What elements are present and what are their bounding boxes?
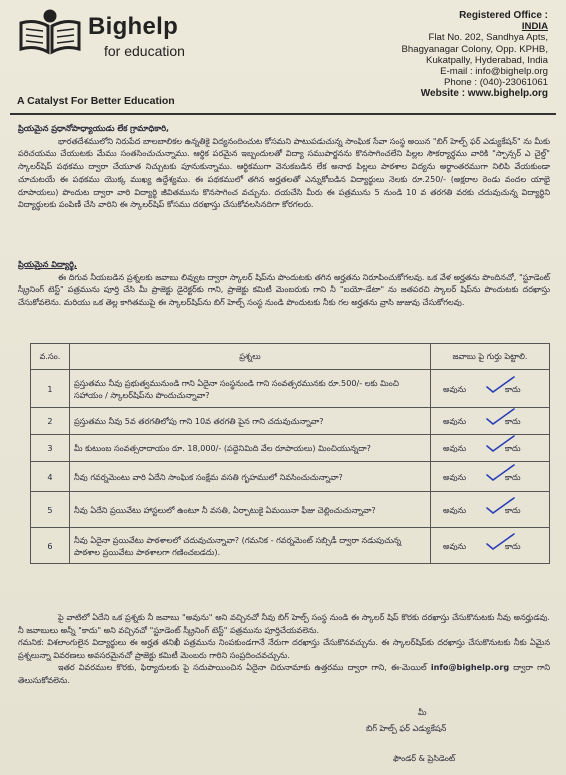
answer-no-option[interactable]: కాదు [505,383,521,394]
question-text: ప్రస్తుతము నీవు 5వ తరగతిలోపు గాని 10వ తరగతి పైన గాని చదువుచున్నావా? [70,408,431,435]
intro-salutation: ప్రియమైన ప్రధానోపాధ్యాయుడు లేక గ్రామాధికారి, [18,123,170,133]
col-header-number: వ.సం. [31,344,70,370]
brand-name: Bighelp [88,13,179,40]
answer-no-option[interactable]: కాదు [505,416,521,426]
check-mark-icon [481,375,517,395]
check-mark-icon [481,463,517,483]
address-line: Flat No. 202, Sandhya Apts, [428,32,548,44]
office-title: Registered Office : [459,10,548,21]
address-line: Kukatpally, Hyderabad, India [426,54,548,66]
table-row [31,435,550,462]
table-row [31,370,550,408]
answer-yes-option[interactable]: అవును [443,504,467,515]
check-mark-icon [481,434,517,454]
signature-yours: మీ [418,707,427,717]
table-row [31,492,550,528]
question-number: 2 [31,408,70,435]
answer-yes-option[interactable]: అవును [443,540,467,551]
open-book-logo-icon [17,9,83,55]
registered-office-block [328,10,548,100]
eligibility-table [30,343,550,564]
answer-no-option[interactable]: కాదు [505,504,521,515]
header-divider [10,113,556,115]
contact-suffix: ద్వారా గాని తెలుసుకోవలెను. [18,662,551,685]
answer-no-option[interactable]: కాదు [505,471,521,482]
closing-note: గమనిక: విశలాంగులైన విద్యార్థులు ఈ అర్హత తనిఖీ పత్రమును నింపకుండగానే నేరుగా దరఖాస్తు చేసుకొనవచ్చును. ఈ స్కాలర్‌షిప్‌కు దరఖాస్తు చేసుకొనుటకు నీకు ఏమైన ప్రశ్నలున్నా వివరణలు అవసరమైనచో ప్రాజెక్టు కమిటీ మెంబరు గారిని సంప్రదించవచ్చును. [18,637,550,660]
answer-cell [431,370,550,408]
closing-contact [18,661,550,686]
answer-yes-option[interactable]: అవును [443,383,467,394]
answer-cell [431,408,550,435]
table-row [31,408,550,435]
question-number: 4 [31,462,70,492]
answer-cell [431,435,550,462]
answer-cell [431,528,550,564]
question-number: 3 [31,435,70,462]
contact-text: ఇతర వివరముల కొరకు, ఫిర్యాదులకు పై సదుపాయించిన ఏదైనా చిరునామాకు ఉత్తరము ద్వారా గాని, ఈ-మెయిల్ [58,662,427,673]
question-number: 1 [31,370,70,408]
check-mark-icon [481,407,517,427]
table-header-row [31,344,550,370]
website-line: Website : www.bighelp.org [420,88,548,100]
table-row [31,462,550,492]
answer-cell [431,462,550,492]
question-text: నీవు ఏదైనా ప్రయివేటు పాఠశాలలో చదువుచున్నావా? (గమనిక - గవర్నమెంట్ సబ్సిడీ ద్వారా నడుపుచున్న పాఠశాల ప్రయివేటు పాఠశాలగా గణించబడదు). [70,528,431,564]
answer-cell [431,492,550,528]
question-number: 6 [31,528,70,564]
answer-yes-option[interactable]: అవును [443,416,467,426]
email-line: E-mail : info@bighelp.org [440,66,548,78]
col-header-answer: జవాబు పై గుర్తు పెట్టాలి. [431,344,550,370]
question-number: 5 [31,492,70,528]
answer-no-option[interactable]: కాదు [505,443,521,453]
address-line: Bhagyanagar Colony, Opp. KPHB, [401,43,548,55]
check-mark-icon [481,532,517,552]
question-text: ప్రస్తుతము నీవు ప్రభుత్వమునుండి గాని ఏదైనా సంస్థనుండి గాని సంవత్సరమునకు రూ.500/- లకు మించి సహాయం / స్కాలర్‌షిప్‌ను పొందుచున్నావా? [70,370,431,408]
student-section [18,258,550,309]
question-text: నీవు గవర్నమెంటు వారి ఏదేని సాంఘిక సంక్షేమ వసతి గృహములో నివసించుచున్నావా? [70,462,431,492]
phone-line: Phone : (040)-23061061 [443,77,548,89]
student-paragraph: ఈ దిగువ నీయబడిన ప్రశ్నలకు జవాబు లివ్వుట ద్వారా స్కాలర్ షిప్‌ను పొందుటకు తగిన అర్హతను నిరూపించుకోగలవు. ఒక వేళ అర్హతను పొందినచో, "స్టూడెంట్ స్క్రీనింగ్ టెస్ట్" పత్రమును పూర్తి చేసి మీ ప్రాజెక్టు డైరెక్టర్‌కు గాని, ప్రాజెక్టు కమిటీ మెంబరుకు గాని నీ "బయో-డేటా" ను జతపరచి స్కాలర్ షిప్‌ను పొందుటకు దరఖాస్తు చేసుకోవలెను. మరియు ఒక తెల్ల కాగితముపై ఈ స్కాలర్‌షిప్‌ను బిగ్ హెల్ప్ సంస్థ నుండి పొందుటకు నీకు గల అర్హతను వ్రాసి జుజువు చేసుకోగలవు. [18,271,550,308]
answer-yes-option[interactable]: అవును [443,443,467,453]
signature-title: ఫౌండర్ & ప్రెసిడెంట్ [393,753,456,763]
brand-subtitle: for education [104,43,185,59]
question-text: మీ కుటుంబ సంవత్సరాదాయం రూ. 18,000/- (పద్దెనిమిది వేల రూపాయలు) మించియున్నదా? [70,435,431,462]
check-mark-icon [481,496,517,516]
student-salutation: ప్రియమైన విద్యార్థి, [18,259,77,269]
intro-section [18,122,550,211]
closing-paragraph-1: పై వాటిలో ఏదేని ఒక ప్రశ్నకు నీ జవాబు "అవును" అని వచ్చినచో నీవు బిగ్ హెల్ప్ సంస్థ నుండి ఈ స్కాలర్ షిప్ కొరకు దరఖాస్తు చేసుకొనుటకు నీవు అనర్హుడవు. నీ జవాబులు అన్నీ "కాదు" అని వచ్చినచో "స్టూడెంట్ స్క్రీనింగ్ టెస్ట్" పత్రమును పూర్తిచేయవలెను. [18,612,550,635]
closing-section [18,611,550,687]
answer-yes-option[interactable]: అవును [443,471,467,482]
answer-no-option[interactable]: కాదు [505,540,521,551]
question-text: నీవు ఏదేని ప్రయివేటు హాస్టలులో ఉంటూ నీ వసతి, ఏర్పాటుకై ఏమయినా ఫీజు చెల్లించుచున్నావా? [70,492,431,528]
tagline: A Catalyst For Better Education [17,95,175,107]
signature-organization: బిగ్ హెల్ప్ ఫర్ ఎడ్యుకేషన్ [366,723,447,733]
intro-paragraph: భారతదేశములోని నిరుపేద బాలబాలికల ఉన్నతికై విద్యనందించుట కోసమని పాటుపడుచున్న సాంఘిక సేవా సంస్థ అయిన "బిగ్ హెల్ప్ ఫర్ ఎడ్యుకేషన్" ను మీకు పరిచయము చేయుటకు మేము సంతసించుచున్నాము. ఆర్థిక పరమైన ఇబ్బందులతో విద్యా సముపార్జనను కొనసాగించలేని పిల్లల సౌకర్యార్థము వారికి "స్పాన్సర్ ఎ చైల్డ్" స్కాలర్‌షిప్ పథకము ద్వారా చేయూత నిచ్చుటకు పూనుకున్నాము. ఆర్థికముగా వెనుకబడిన లేక అనాథ పిల్లలు పాఠశాల విద్యను అర్థాంతరముగా నిలిపి వేయకుండా చూచుటయే ఈ పథకము యొక్క ముఖ్య ఉద్దేశ్యము. ఈ పథకములో తగిన అర్హతలతో ఎన్నుకోబడిన విద్యార్థులు నెలకు రూ.250/- (అక్షరాల రెండు వందల యాభై రూపాయలు) పొందుట ద్వారా వారి విద్యార్థి జీవితమును కొనసాగించ వచ్చును. దయచేసి మీరు ఈ పత్రమును 5 నుండి 10 వ తరగతి వరకు చదువుచున్న విద్యార్థిని విద్యార్థులకు పంపిణీ చేసి వారిని ఈ స్కాలర్‌షిప్ కోసము దరఖాస్తు చేసుకోవలసినదిగా కోరగలరు. [18,135,550,210]
table-row [31,528,550,564]
office-country: INDIA [521,21,548,33]
contact-email[interactable]: info@bighelp.org [430,662,510,673]
col-header-question: ప్రశ్నలు [70,344,431,370]
